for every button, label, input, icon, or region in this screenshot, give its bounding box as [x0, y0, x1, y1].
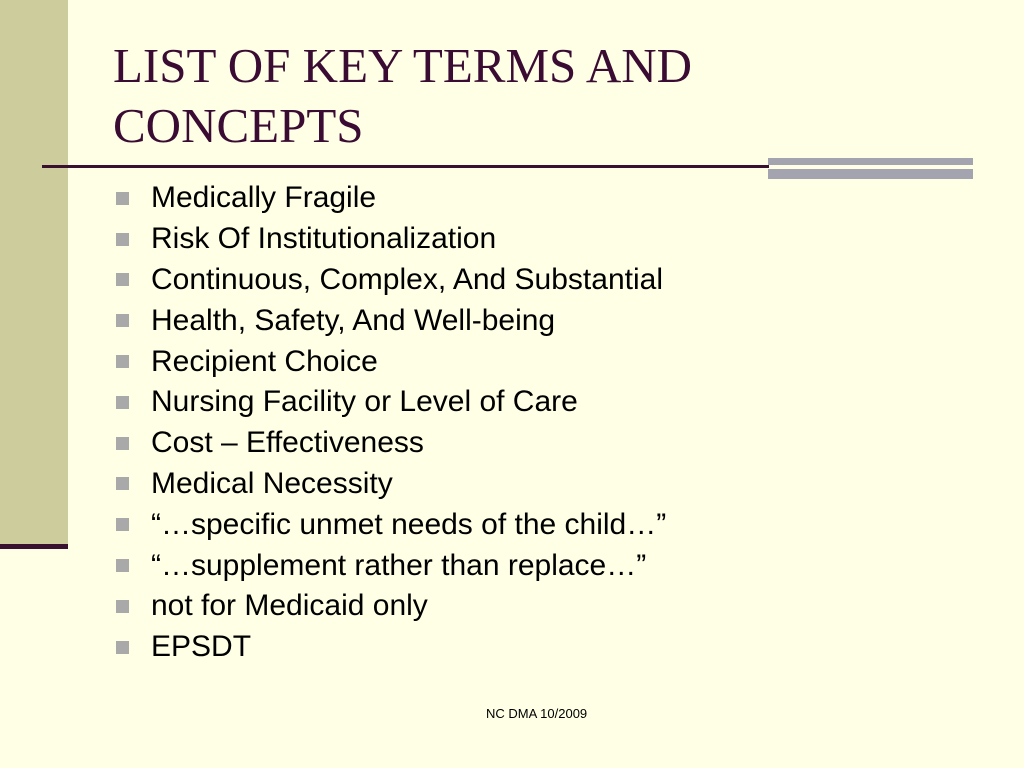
list-item-text: Risk Of Institutionalization [151, 222, 497, 256]
square-bullet-icon [116, 314, 129, 327]
square-bullet-icon [116, 396, 129, 409]
slide-title: LIST OF KEY TERMS AND CONCEPTS [113, 38, 693, 153]
square-bullet-icon [116, 273, 129, 286]
square-bullet-icon [116, 233, 129, 246]
square-bullet-icon [116, 518, 129, 531]
accent-bar-top [768, 158, 973, 165]
slide-footer: NC DMA 10/2009 [486, 706, 588, 721]
list-item-text: Medically Fragile [151, 181, 377, 215]
square-bullet-icon [116, 600, 129, 613]
list-item-text: Continuous, Complex, And Substantial [151, 262, 663, 296]
list-item-text: “…specific unmet needs of the child…” [151, 507, 667, 541]
list-item [114, 260, 994, 301]
left-band-rule [0, 544, 68, 549]
list-item [114, 300, 994, 341]
list-item [114, 586, 994, 627]
list-item-text: Recipient Choice [151, 344, 378, 378]
list-item-text: not for Medicaid only [151, 589, 428, 623]
list-item [114, 382, 994, 423]
square-bullet-icon [116, 437, 129, 450]
square-bullet-icon [116, 192, 129, 205]
list-item-text: Health, Safety, And Well-being [151, 303, 556, 337]
list-item [114, 545, 994, 586]
list-item [114, 504, 994, 545]
square-bullet-icon [116, 559, 129, 572]
list-item [114, 627, 994, 668]
list-item [114, 423, 994, 464]
list-item-text: Cost – Effectiveness [151, 426, 424, 460]
key-terms-list [114, 178, 994, 668]
square-bullet-icon [116, 355, 129, 368]
list-item [114, 219, 994, 260]
square-bullet-icon [116, 641, 129, 654]
list-item-text: EPSDT [151, 630, 252, 664]
square-bullet-icon [116, 477, 129, 490]
list-item-text: “…supplement rather than replace…” [151, 548, 647, 582]
title-divider-line [42, 165, 769, 168]
list-item [114, 341, 994, 382]
left-decorative-band [0, 0, 68, 545]
list-item [114, 178, 994, 219]
list-item-text: Nursing Facility or Level of Care [151, 385, 578, 419]
list-item [114, 464, 994, 505]
list-item-text: Medical Necessity [151, 466, 393, 500]
